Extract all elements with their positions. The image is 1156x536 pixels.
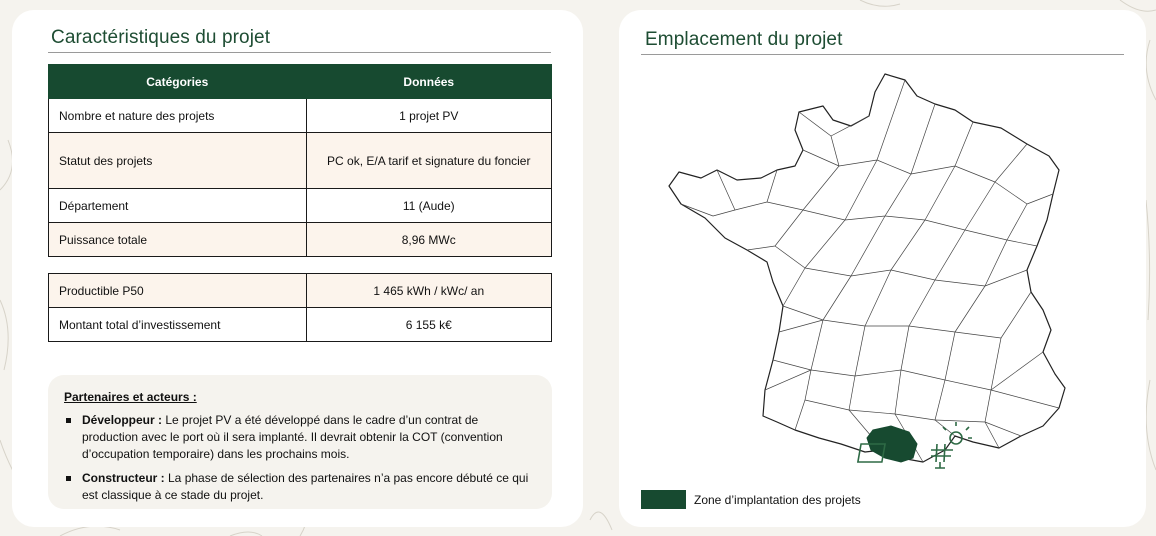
row-value: PC ok, E/A tarif et signature du foncier: [306, 133, 552, 189]
partner-description: Le projet PV a été développé dans le cadre d’un contrat de production avec le port où il sera implanté. Il devrait obtenir la COT (convention d’occupation temporaire) dans les prochains mois.: [82, 413, 503, 461]
table-row: [49, 99, 552, 133]
row-category: Productible P50: [49, 274, 307, 308]
table-row: [49, 308, 552, 342]
row-category: Montant total d’investissement: [49, 308, 307, 342]
partners-title: Partenaires et acteurs :: [64, 390, 197, 404]
row-category: Puissance totale: [49, 223, 307, 257]
characteristics-table: [48, 64, 552, 257]
legend-swatch: [641, 490, 686, 509]
row-value: 6 155 k€: [306, 308, 551, 342]
partner-role: Constructeur :: [82, 471, 165, 485]
partners-list: [64, 412, 536, 504]
table-row: [49, 189, 552, 223]
partners-box: [48, 375, 552, 509]
row-category: Département: [49, 189, 307, 223]
header-categories: Catégories: [49, 65, 307, 99]
table-row: [49, 133, 552, 189]
row-value: 11 (Aude): [306, 189, 552, 223]
row-category: Nombre et nature des projets: [49, 99, 307, 133]
characteristics-title: Caractéristiques du projet: [51, 27, 271, 48]
row-value: 8,96 MWc: [306, 223, 552, 257]
table-row: [49, 274, 552, 308]
table-row: [49, 223, 552, 257]
france-outline: [669, 74, 1065, 462]
partner-description: La phase de sélection des partenaires n’a pas encore débuté ce qui est classique à ce stade du projet.: [82, 471, 529, 502]
title-underline: [641, 54, 1124, 55]
legend-label: Zone d’implantation des projets: [694, 493, 861, 507]
location-title: Emplacement du projet: [645, 29, 843, 50]
title-underline: [48, 52, 551, 53]
row-value: 1 projet PV: [306, 99, 552, 133]
table-header-row: [49, 65, 552, 99]
partner-role: Développeur :: [82, 413, 163, 427]
financial-table: [48, 273, 552, 342]
header-data: Données: [306, 65, 552, 99]
list-item: [64, 412, 536, 463]
france-departments-map: [655, 70, 1085, 480]
row-value: 1 465 kWh / kWc/ an: [306, 274, 551, 308]
row-category: Statut des projets: [49, 133, 307, 189]
list-item: [64, 470, 536, 504]
